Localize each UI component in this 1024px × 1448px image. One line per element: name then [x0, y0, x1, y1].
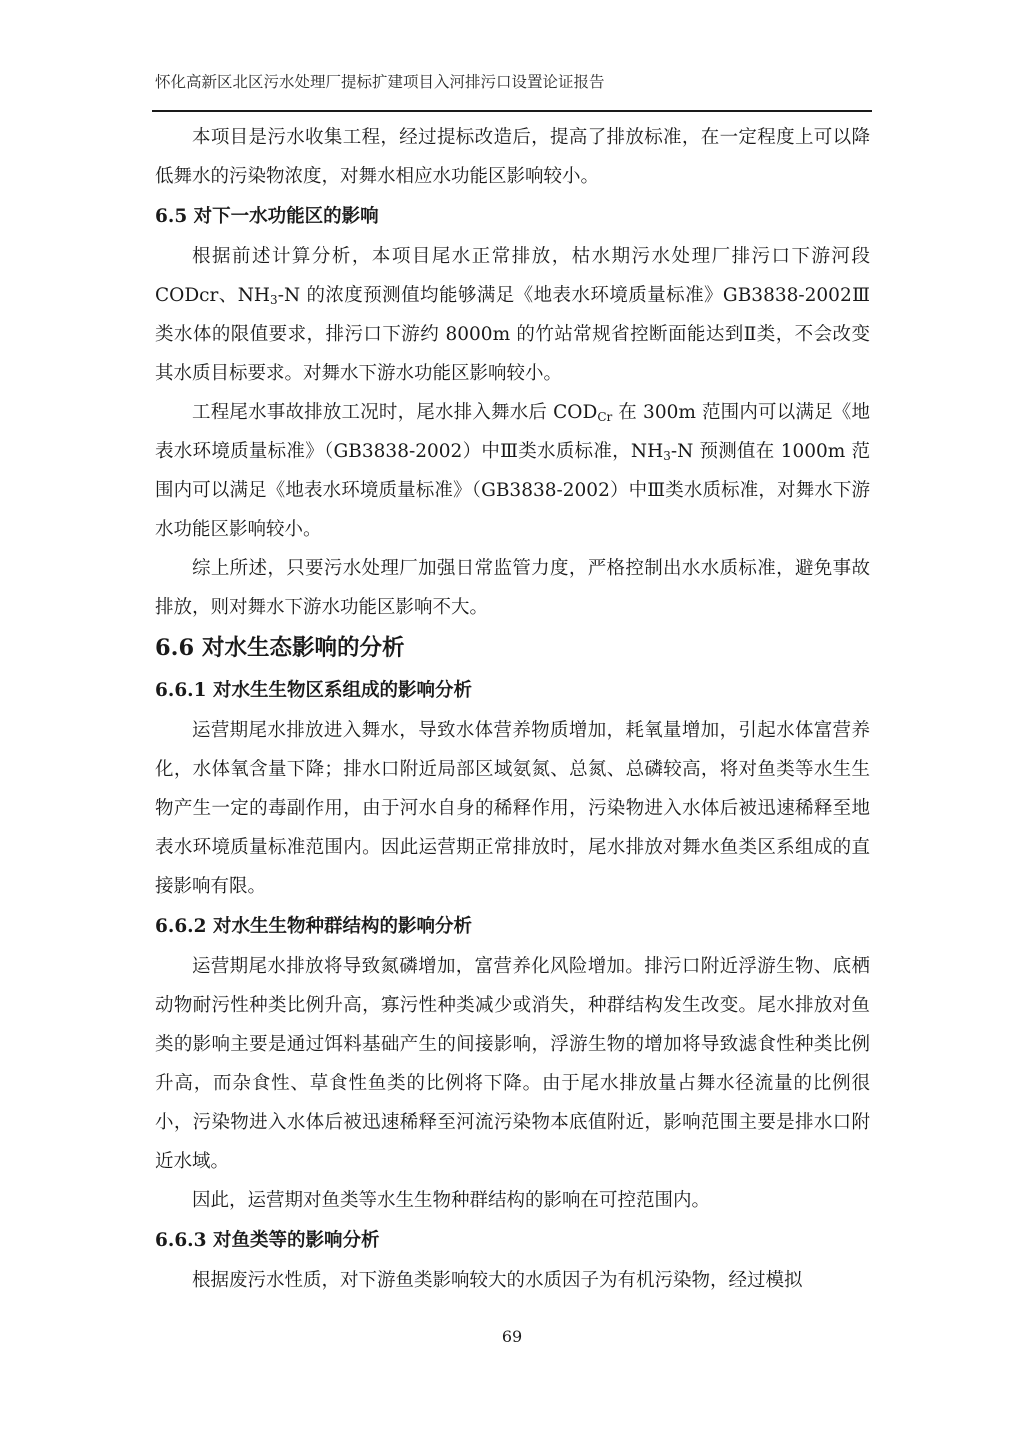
section-6-5-paragraph-1 — [155, 237, 870, 393]
section-6-5-heading: 6.5 对下一水功能区的影响 — [155, 206, 379, 227]
page-body — [155, 118, 870, 1300]
subscript-text: 3 — [663, 449, 671, 463]
paragraph-text: 工程尾水事故排放工况时，尾水排入舞水后 COD — [192, 402, 598, 423]
section-6-6-2-paragraph-1: 运营期尾水排放将导致氮磷增加，富营养化风险增加。排污口附近浮游生物、底栖动物耐污性种类比例升高，寡污性种类减少或消失，种群结构发生改变。尾水排放对鱼类的影响主要是通过饵料基础产生的间接影响，浮游生物的增加将导致滤食性种类比例升高，而杂食性、草食性鱼类的比例将下降。由于尾水排放量占舞水径流量的比例很小，污染物进入水体后被迅速稀释至河流污染物本底值附近，影响范围主要是排水口附近水域。 — [155, 956, 870, 1172]
page-number: 69 — [501, 1327, 523, 1346]
paragraph-text: 在 300m 范围内可以满足《地表水环境质量标准》（GB3838-2002）中Ⅲ类水质标准，NH — [155, 402, 870, 462]
paragraph-text: 根据前述计算分析，本项目尾水正常排放，枯水期污水处理厂排污口下游河段 CODcr、NH — [155, 246, 870, 306]
section-6-6-1-heading: 6.6.1 对水生生物区系组成的影响分析 — [155, 680, 472, 701]
section-6-6-heading: 6.6 对水生态影响的分析 — [155, 635, 405, 661]
subscript-text: Cr — [597, 410, 613, 424]
intro-paragraph: 本项目是污水收集工程，经过提标改造后，提高了排放标准，在一定程度上可以降低舞水的污染物浓度，对舞水相应水功能区影响较小。 — [155, 127, 870, 187]
running-header: 怀化高新区北区污水处理厂提标扩建项目入河排污口设置论证报告 — [155, 73, 605, 91]
subscript-text: 3 — [270, 293, 278, 307]
section-6-6-1-paragraph: 运营期尾水排放进入舞水，导致水体营养物质增加，耗氧量增加，引起水体富营养化，水体氧含量下降；排水口附近局部区域氨氮、总氮、总磷较高，将对鱼类等水生生物产生一定的毒副作用，由于河水自身的稀释作用，污染物进入水体后被迅速稀释至地表水环境质量标准范围内。因此运营期正常排放时，尾水排放对舞水鱼类区系组成的直接影响有限。 — [155, 720, 870, 897]
section-6-6-3-paragraph: 根据废污水性质，对下游鱼类影响较大的水质因子为有机污染物，经过模拟 — [192, 1270, 803, 1291]
section-6-6-2-paragraph-2: 因此，运营期对鱼类等水生生物种群结构的影响在可控范围内。 — [192, 1190, 711, 1211]
section-6-6-3-heading: 6.6.3 对鱼类等的影响分析 — [155, 1230, 380, 1251]
section-6-6-2-heading: 6.6.2 对水生生物种群结构的影响分析 — [155, 916, 472, 937]
section-6-5-paragraph-2 — [155, 393, 870, 549]
paragraph-text: -N 预测值在 1000m 范围内可以满足《地表水环境质量标准》（GB3838-2002）中Ⅲ类水质标准，对舞水下游水功能区影响较小。 — [155, 441, 870, 540]
section-6-5-paragraph-3: 综上所述，只要污水处理厂加强日常监管力度，严格控制出水水质标准，避免事故排放，则对舞水下游水功能区影响不大。 — [155, 558, 870, 618]
paragraph-text: -N 的浓度预测值均能够满足《地表水环境质量标准》GB3838-2002Ⅲ类水体的限值要求，排污口下游约 8000m 的竹站常规省控断面能达到Ⅱ类，不会改变其水质目标要求。对舞水下游水功能区影响较小。 — [155, 285, 870, 384]
header-divider — [152, 110, 872, 112]
